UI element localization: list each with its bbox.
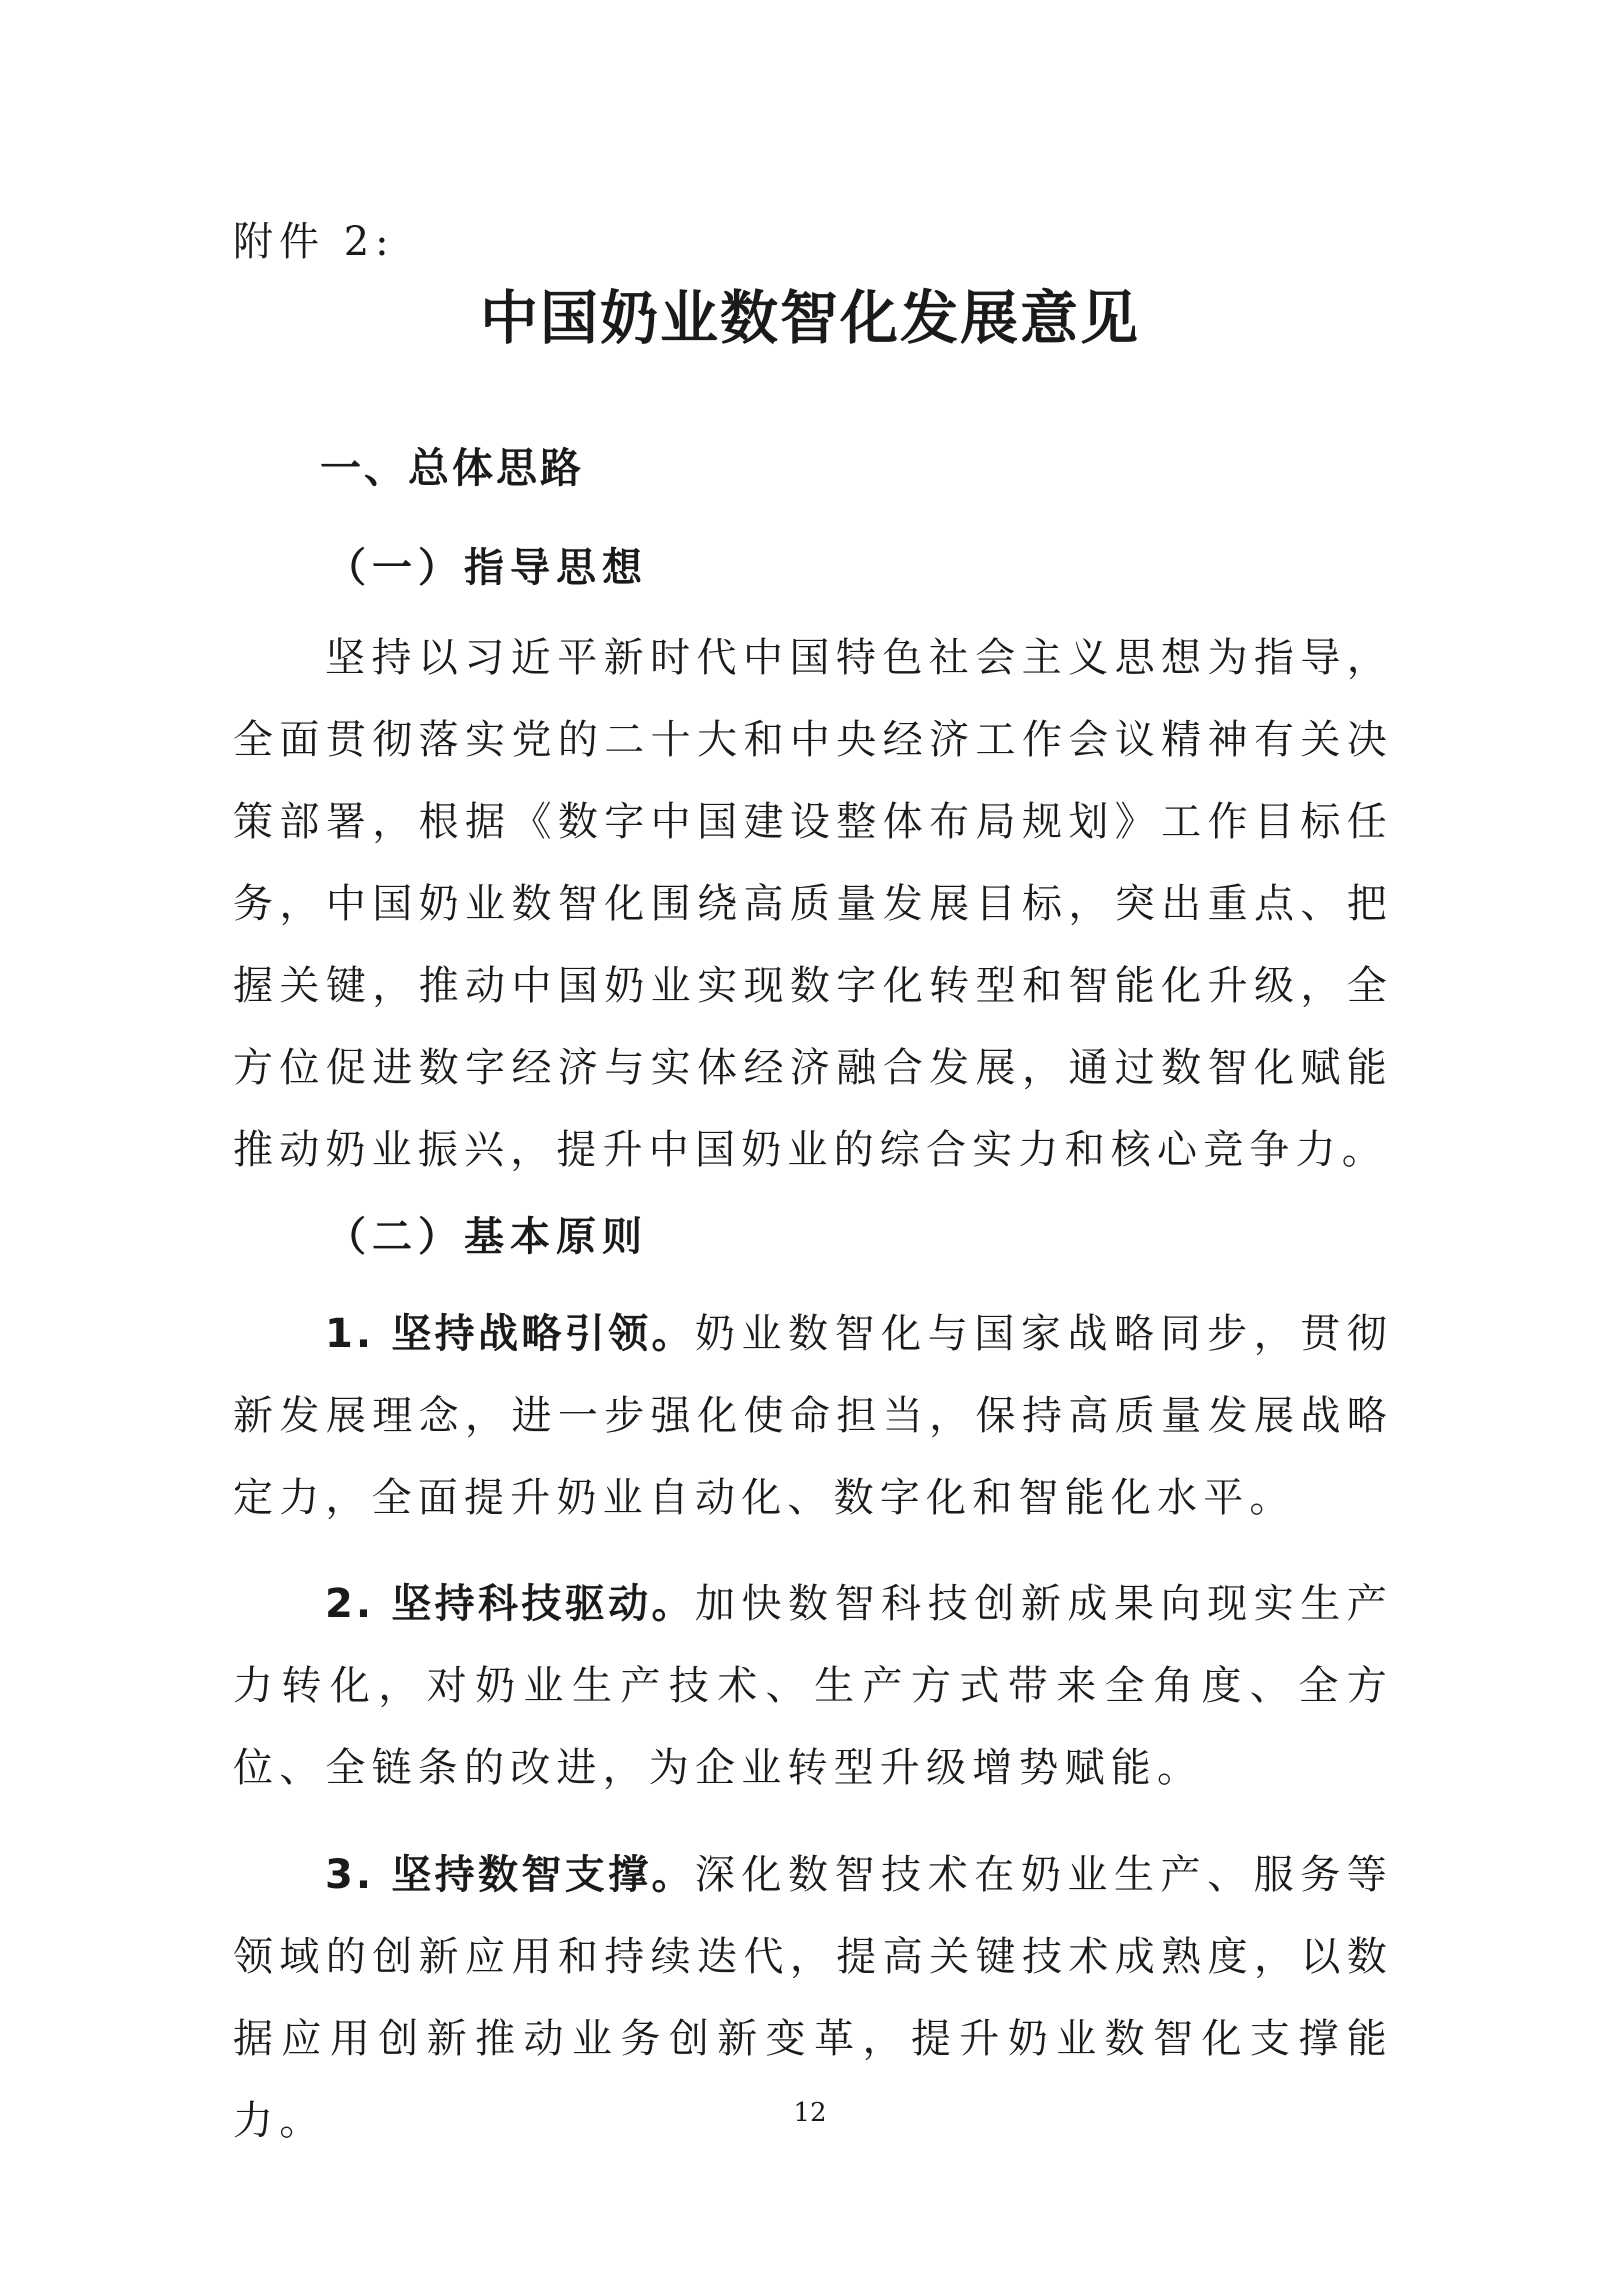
subsection-heading-basic-principles: （二）基本原则 [326, 1214, 648, 1260]
principle-text-2: 加快数智科技创新成果向现实生产力转化，对奶业生产技术、生产方式带来全角度、全方位、全链条的改进，为企业转型升级增势赋能。 [233, 1581, 1394, 1791]
paragraph-guiding-ideology: 坚持以习近平新时代中国特色社会主义思想为指导，全面贯彻落实党的二十大和中央经济工作会议精神有关决策部署，根据《数字中国建设整体布局规划》工作目标任务，中国奶业数智化围绕高质量发展目标，突出重点、把握关键，推动中国奶业实现数字化转型和智能化升级，全方位促进数字经济与实体经济融合发展，通过数智化赋能推动奶业振兴，提升中国奶业的综合实力和核心竞争力。 [233, 635, 1393, 1173]
subsection-heading-guiding-ideology: （一）指导思想 [326, 545, 648, 591]
principle-text-3: 深化数智技术在奶业生产、服务等领域的创新应用和持续迭代，提高关键技术成熟度，以数据应用创新推动业务创新变革，提升奶业数智化支撑能力。 [233, 1852, 1394, 2144]
principle-lead-1: 1. 坚持战略引领。 [325, 1311, 695, 1357]
principle-paragraph-2 [233, 1563, 1393, 1809]
page-number: 12 [793, 2098, 827, 2128]
principle-lead-2: 2. 坚持科技驱动。 [325, 1581, 695, 1627]
principle-lead-3: 3. 坚持数智支撑。 [325, 1852, 695, 1898]
principle-paragraph-1 [233, 1293, 1393, 1539]
document-title: 中国奶业数智化发展意见 [479, 284, 1140, 352]
principle-text-1: 奶业数智化与国家战略同步，贯彻新发展理念，进一步强化使命担当，保持高质量发展战略定力，全面提升奶业自动化、数字化和智能化水平。 [233, 1311, 1394, 1521]
section-heading-overall-approach: 一、总体思路 [320, 444, 584, 492]
attachment-label: 附件 2: [233, 219, 395, 265]
